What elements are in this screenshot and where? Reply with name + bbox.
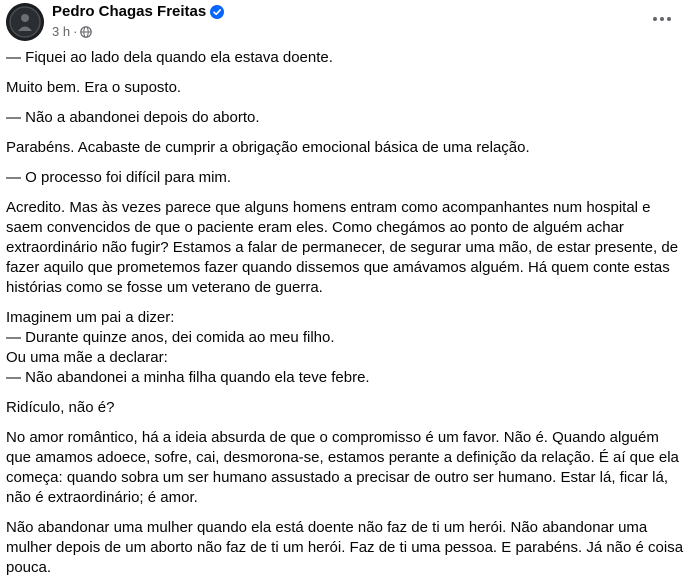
post-paragraph: Muito bem. Era o suposto. — [6, 79, 182, 96]
meta-separator: · — [73, 24, 78, 39]
post-timestamp[interactable]: 3 h — [52, 24, 71, 39]
post-paragraph: — Não a abandonei depois do aborto. — [6, 109, 260, 126]
example-line: — Durante quinze anos, dei comida ao meu filho. — [6, 329, 335, 346]
post-paragraph: Acredito. Mas às vezes parece que alguns homens entram como acompanhantes num hospital e saem convencidos de que o paciente eram eles. Como chegámos ao ponto de alguém achar extraordinário não fugir? Estamos a falar de permanecer, de segurar uma mão, de estar presente, de fazer aquilo que prometemos fazer quando dissemos que amávamos alguém. Há quem conte estas histórias como se fosse um veterano de guerra. — [6, 199, 679, 296]
example-line: — Não abandonei a minha filha quando ela teve febre. — [6, 369, 370, 386]
globe-icon[interactable] — [80, 26, 92, 38]
post-paragraph: Não abandonar uma mulher quando ela está doente não faz de ti um herói. Não abandonar uma mulher depois de um aborto não faz de ti um herói. Faz de ti uma pessoa. E parabéns. Já não é coisa pouca. — [6, 519, 684, 576]
author-name[interactable]: Pedro Chagas Freitas — [52, 3, 207, 20]
more-options-icon — [652, 16, 672, 22]
post-meta — [52, 24, 92, 39]
post-paragraph: — O processo foi difícil para mim. — [6, 169, 232, 186]
example-block — [6, 308, 684, 388]
post-paragraph: — Fiquei ao lado dela quando ela estava doente. — [6, 49, 333, 66]
author-avatar[interactable] — [6, 3, 44, 41]
example-line: Ou uma mãe a declarar: — [6, 349, 168, 366]
post-body — [6, 48, 684, 588]
post-paragraph: Parabéns. Acabaste de cumprir a obrigação emocional básica de uma relação. — [6, 139, 530, 156]
verified-badge-icon — [210, 5, 224, 19]
post-paragraph: Ridículo, não é? — [6, 399, 115, 416]
avatar-image — [6, 3, 44, 41]
more-options-button[interactable] — [650, 9, 674, 29]
example-line: Imaginem um pai a dizer: — [6, 309, 175, 326]
post-header — [6, 3, 688, 41]
post-paragraph: No amor romântico, há a ideia absurda de que o compromisso é um favor. Não é. Quando alguém que amamos adoece, sofre, cai, desmorona-se, estamos perante a definição da relação. É aí que ela começa: quando sobra um ser humano assustado a precisar de outro ser humano. Estar lá, ficar lá, não é extraordinário; é amor. — [6, 429, 679, 506]
